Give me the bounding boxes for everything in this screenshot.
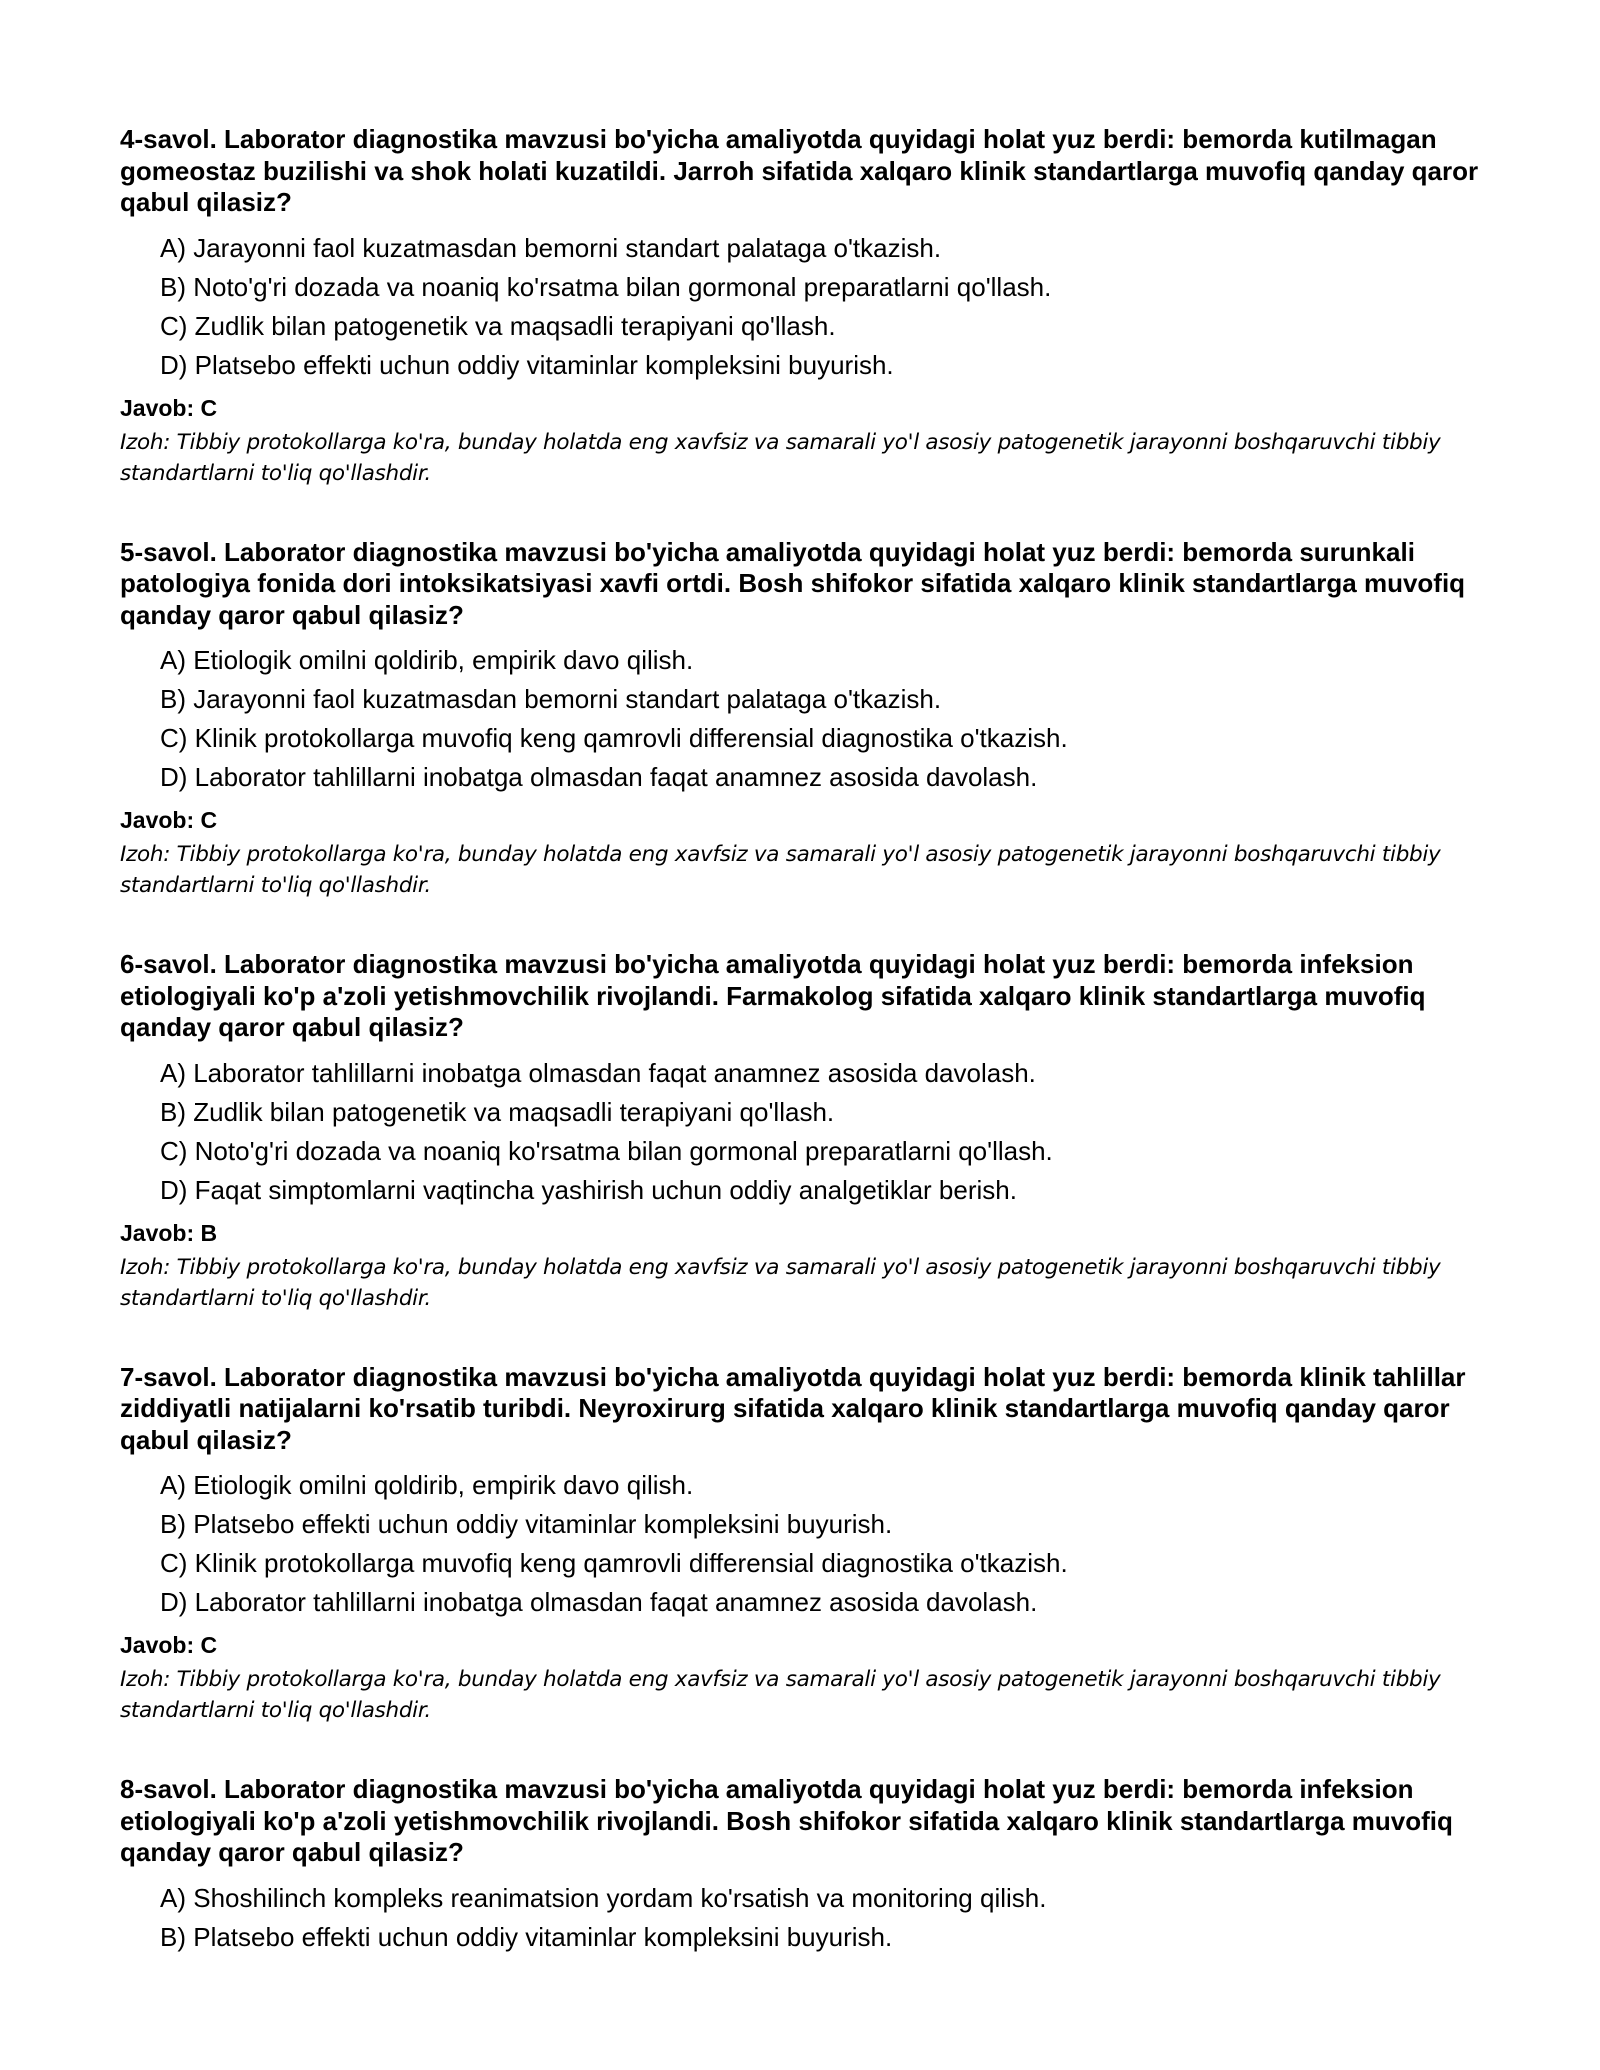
- option-b: B) Jarayonni faol kuzatmasdan bemorni standart palataga o'tkazish.: [160, 684, 942, 714]
- option-c: C) Noto'g'ri dozada va noaniq ko'rsatma bilan gormonal preparatlarni qo'llash.: [160, 1135, 1053, 1166]
- question-8: [120, 1774, 1490, 1957]
- option-a: A) Laborator tahlillarni inobatga olmasdan faqat anamnez asosida davolash.: [160, 1057, 1036, 1088]
- option-c: C) Klinik protokollarga muvofiq keng qamrovli differensial diagnostika o'tkazish.: [160, 723, 1068, 753]
- answer-key: Javob: C: [120, 394, 218, 421]
- option-c: C) Klinik protokollarga muvofiq keng qamrovli differensial diagnostika o'tkazish.: [160, 1548, 1068, 1578]
- question-title: 4-savol. Laborator diagnostika mavzusi bo'yicha amaliyotda quyidagi holat yuz berdi: bemorda kutilmagan gomeostaz buzilishi va shok holati kuzatildi. Jarroh sifatida xalqaro klinik standartlarga muvofiq qanday qaror qabul qilasiz?: [120, 124, 1479, 217]
- option-a: A) Shoshilinch kompleks reanimatsion yordam ko'rsatish va monitoring qilish.: [160, 1882, 1047, 1913]
- option-d: D) Laborator tahlillarni inobatga olmasdan faqat anamnez asosida davolash.: [160, 762, 1038, 792]
- answer-options: [120, 229, 1490, 385]
- option-b: B) Platsebo effekti uchun oddiy vitaminlar kompleksini buyurish.: [160, 1921, 893, 1952]
- document-page: [120, 124, 1490, 1957]
- question-title: 6-savol. Laborator diagnostika mavzusi bo'yicha amaliyotda quyidagi holat yuz berdi: bemorda infeksion etiologiyali ko'p a'zoli yetishmovchilik rivojlandi. Farmakolog sifatida xalqaro klinik standartlarga muvofiq qanday qaror qabul qilasiz?: [120, 949, 1426, 1042]
- option-b: B) Zudlik bilan patogenetik va maqsadli terapiyani qo'llash.: [160, 1096, 835, 1127]
- question-6: [120, 949, 1490, 1314]
- option-d: D) Platsebo effekti uchun oddiy vitaminlar kompleksini buyurish.: [160, 349, 894, 380]
- option-d: D) Faqat simptomlarni vaqtincha yashirish uchun oddiy analgetiklar berish.: [160, 1174, 1017, 1205]
- answer-options: [120, 1466, 1490, 1622]
- answer-options: [120, 1879, 1490, 1957]
- answer-options: [120, 1054, 1490, 1210]
- answer-options: [120, 641, 1490, 797]
- option-d: D) Laborator tahlillarni inobatga olmasdan faqat anamnez asosida davolash.: [160, 1587, 1038, 1617]
- answer-key: Javob: B: [120, 1219, 218, 1246]
- option-a: A) Etiologik omilni qoldirib, empirik davo qilish.: [160, 1470, 694, 1500]
- option-c: C) Zudlik bilan patogenetik va maqsadli terapiyani qo'llash.: [160, 310, 836, 341]
- question-title: 5-savol. Laborator diagnostika mavzusi bo'yicha amaliyotda quyidagi holat yuz berdi: bemorda surunkali patologiya fonida dori intoksikatsiyasi xavfi ortdi. Bosh shifokor sifatida xalqaro klinik standartlarga muvofiq qanday qaror qabul qilasiz?: [120, 536, 1466, 630]
- explanation-note: Izoh: Tibbiy protokollarga ko'ra, bunday holatda eng xavfsiz va samarali yo'l asosiy patogenetik jarayonni boshqaruvchi tibbiy standartlarni to'liq qo'llashdir.: [120, 1254, 1441, 1311]
- option-a: A) Jarayonni faol kuzatmasdan bemorni standart palataga o'tkazish.: [160, 232, 942, 263]
- explanation-note: Izoh: Tibbiy protokollarga ko'ra, bunday holatda eng xavfsiz va samarali yo'l asosiy patogenetik jarayonni boshqaruvchi tibbiy standartlarni to'liq qo'llashdir.: [120, 842, 1441, 898]
- question-4: [120, 124, 1490, 489]
- explanation-note: Izoh: Tibbiy protokollarga ko'ra, bunday holatda eng xavfsiz va samarali yo'l asosiy patogenetik jarayonni boshqaruvchi tibbiy standartlarni to'liq qo'llashdir.: [120, 1667, 1441, 1723]
- option-b: B) Noto'g'ri dozada va noaniq ko'rsatma bilan gormonal preparatlarni qo'llash.: [160, 271, 1052, 302]
- answer-key: Javob: C: [120, 807, 218, 833]
- option-a: A) Etiologik omilni qoldirib, empirik davo qilish.: [160, 645, 694, 675]
- explanation-note: Izoh: Tibbiy protokollarga ko'ra, bunday holatda eng xavfsiz va samarali yo'l asosiy patogenetik jarayonni boshqaruvchi tibbiy standartlarni to'liq qo'llashdir.: [120, 429, 1441, 486]
- question-5: [120, 537, 1490, 902]
- answer-key: Javob: C: [120, 1632, 218, 1658]
- question-title: 8-savol. Laborator diagnostika mavzusi bo'yicha amaliyotda quyidagi holat yuz berdi: bemorda infeksion etiologiyali ko'p a'zoli yetishmovchilik rivojlandi. Bosh shifokor sifatida xalqaro klinik standartlarga muvofiq qanday qaror qabul qilasiz?: [120, 1774, 1453, 1867]
- question-7: [120, 1362, 1490, 1727]
- question-title: 7-savol. Laborator diagnostika mavzusi bo'yicha amaliyotda quyidagi holat yuz berdi: bemorda klinik tahlillar ziddiyatli natijalarni ko'rsatib turibdi. Neyroxirurg sifatida xalqaro klinik standartlarga muvofiq qanday qaror qabul qilasiz?: [120, 1361, 1466, 1455]
- option-b: B) Platsebo effekti uchun oddiy vitaminlar kompleksini buyurish.: [160, 1509, 893, 1539]
